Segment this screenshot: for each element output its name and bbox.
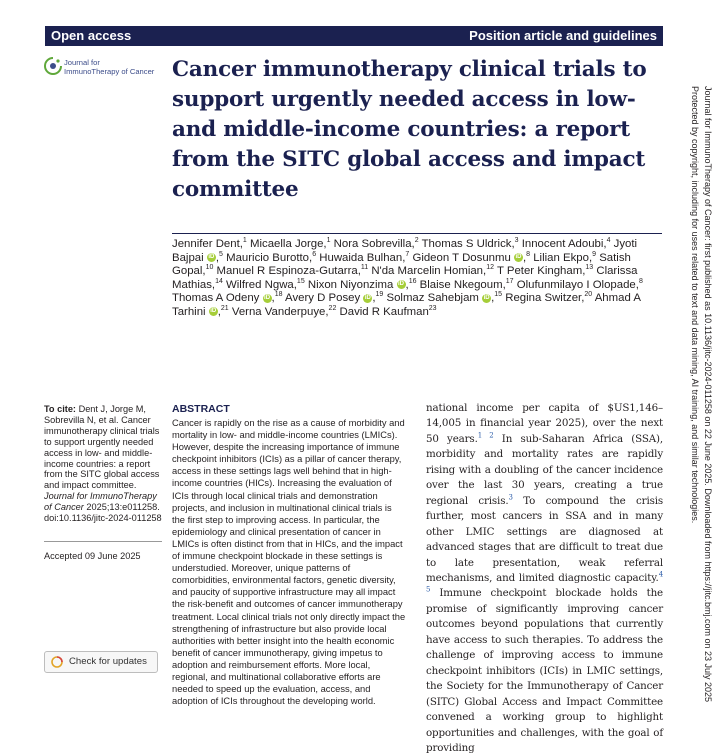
reference-link[interactable]: 4 5: [426, 570, 663, 595]
header-bar: [45, 26, 663, 46]
orcid-icon: iD: [364, 294, 371, 301]
title-divider: [172, 233, 662, 234]
orcid-icon: iD: [210, 308, 217, 315]
citation-divider: [44, 541, 162, 542]
jitc-logo-icon: [44, 57, 62, 75]
journal-logo[interactable]: [44, 57, 164, 85]
article-type-label: Position article and guidelines: [469, 28, 657, 43]
abstract-heading: ABSTRACT: [172, 403, 230, 415]
orcid-icon: iD: [264, 294, 271, 301]
open-access-label: Open access: [51, 28, 132, 43]
orcid-icon: iD: [398, 281, 405, 288]
check-for-updates-button[interactable]: Check for updates: [44, 651, 158, 673]
accepted-date: Accepted 09 June 2025: [44, 551, 141, 561]
body-column: national income per capita of $US1,146–14,005 in financial year 2025), over the next 50 years.$^{1 2}$ In sub-Saharan Africa (SSA), morbidity and mortality rates are rapidly rising with a doubling of the cancer incidence over the last 30 years, creating a true regional crisis.$^3$ To compound the crisis further, most cancers in SSA and in many other LMIC settings are diagnosed at advanced stages that are difficult to treat due to late presentation, weak referral mechanisms, and limited diagnostic capacity.$^{4 5}$ Immune checkpoint blockade holds the promise of significantly improving cancer outcomes beyond populations that currently have access to such therapies. To address the challenge of improving access to immune checkpoint inhibitors (ICIs) in LMIC settings, the Society for the Immunotherapy of Cancer (SITC) Global Access and Impact Committee convened a working group to highlight opportunities and challenges, with the goal of providing: [426, 402, 664, 754]
author-list: Jennifer Dent,$^1$ Micaella Jorge,$^1$ Nora Sobrevilla,$^2$ Thomas S Uldrick,$^3$ Innocent Adoubi,$^4$ Jyoti Bajpai iD ,$^5$ Mauricio Burotto,$^6$ Huwaida Bulhan,$^7$ Gideon T Dosunmu iD ,$^8$ Lilian Ekpo,$^9$ Satish Gopal,$^{10}$ Manuel R Espinoza-Gutarra,$^{11}$ N'da Marcelin Homian,$^{12}$ T Peter Kingham,$^{13}$ Clarissa Mathias,$^{14}$ Wilfred Ngwa,$^{15}$ Nixon Niyonzima iD ,$^{16}$ Blaise Nkegoum,$^{17}$ Olufunmilayo I Olopade,$^8$ Thomas A Odeny iD ,$^{18}$ Avery D Posey iD ,$^{19}$ Solmaz Sahebjam iD ,$^{15}$ Regina Switzer,$^{20}$ Ahmad A Tarhini iD ,$^{21}$ Verna Vanderpuye,$^{22}$ David R Kaufman$^{23}$: [172, 237, 643, 318]
citation-box: To cite: Dent J, Jorge M, Sobrevilla N, et al. Cancer immunotherapy clinical trials to support urgently needed access in low- and middle-income countries: a report from the SITC global access and impact committee. Journal for ImmunoTherapy of Cancer 2025;13:e011258. doi:10.1136/jitc-2024-011258: [44, 404, 162, 524]
reference-link[interactable]: 1 2: [477, 431, 494, 440]
orcid-icon: iD: [515, 254, 522, 261]
refresh-icon: [51, 656, 63, 668]
reference-link[interactable]: 3: [508, 493, 513, 502]
orcid-icon: iD: [483, 294, 490, 301]
article-title: Cancer immunotherapy clinical trials to support urgently needed access in low- and middle-income countries: a report from the SITC global access and impact committee: [172, 57, 647, 202]
journal-name: Journal for ImmunoTherapy of Cancer: [64, 58, 155, 76]
copyright-notice: Journal for ImmunoTherapy of Cancer: first published as 10.1136/jitc-2024-011258 on 22 June 2025. Downloaded from https://jitc.bmj.com on 23 July 2025 Protected by copyright, including for uses related to text and data mining, AI training, and similar technologies.: [689, 86, 713, 703]
abstract-text: Cancer is rapidly on the rise as a cause of morbidity and mortality in low- and middle-income countries (LMICs). However, despite the increasing importance of immune checkpoint inhibitors (ICIs) as a pillar of cancer therapy, access in these settings lags well behind that in high-income countries (HICs). Increasing the evaluation of ICIs through local clinical trials and demonstration projects, and inclusion in multinational clinical trials is the first step to improving access. In particular, the epidemiology and clinical presentation of cancer in LMICs is often distinct from that in HICs, and the impact of immune checkpoint blockade in these settings is understudied. Moreover, unique patterns of comorbidities, environmental factors, genetic diversity, and paucity of supportive infrastructure may all impact the risk-benefit and outcomes of cancer immunotherapy treatment. Local clinical trials not only directly impact the strengthening of infrastructure but also provide local authorities with better insight into the health economic benefit of cancer immunotherapy, giving impetus to adoption and reimbursement efforts. More local, regional, and multinational collaborative efforts are needed to speed up the evaluation, access, and adoption of ICIs throughout the developing world.: [172, 418, 406, 707]
orcid-icon: iD: [208, 254, 215, 261]
